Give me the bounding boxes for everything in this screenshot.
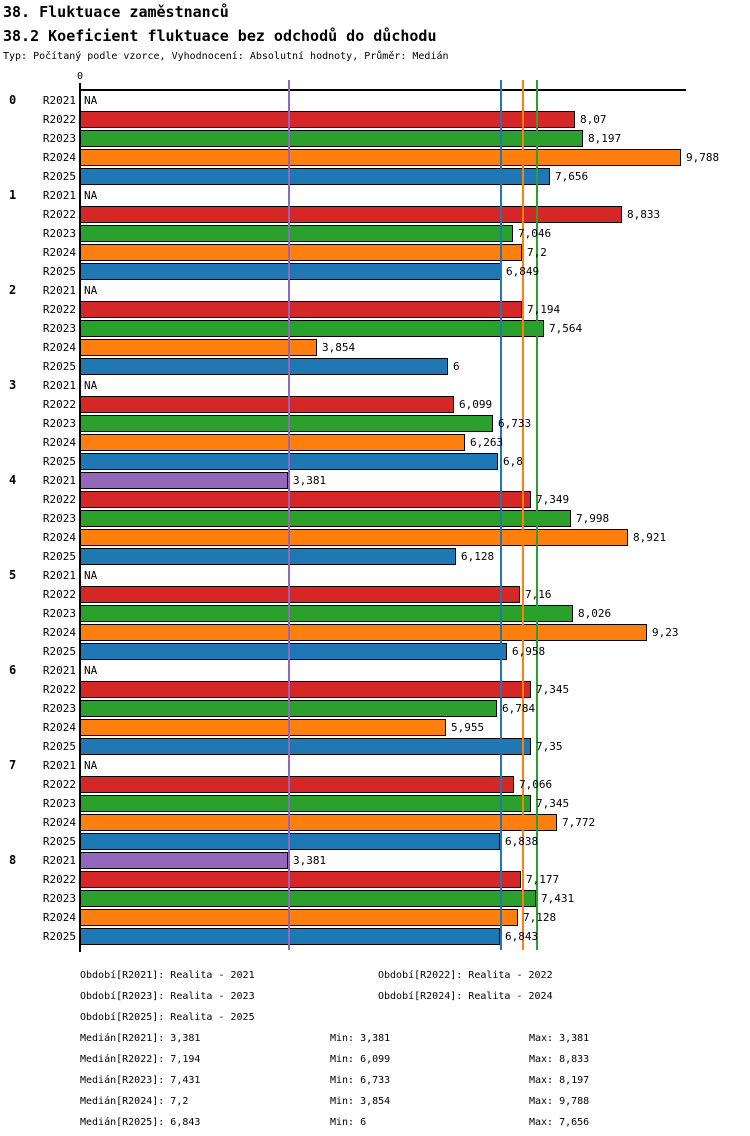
bar-row: [0, 927, 750, 946]
bar-row: [0, 680, 750, 699]
stat-median-label: Medián[R2021]: 3,381: [80, 1033, 201, 1044]
bar-value-label: 7,194: [527, 303, 561, 316]
value-bar: [80, 776, 514, 793]
stat-median-label: Medián[R2024]: 7,2: [80, 1096, 189, 1107]
bar-row: [0, 376, 750, 395]
bar-value-label: 6,838: [505, 835, 539, 848]
year-label: R2021: [42, 379, 76, 392]
na-value-label: NA: [84, 379, 98, 392]
year-label: R2024: [42, 531, 76, 544]
bar-row: [0, 813, 750, 832]
year-label: R2022: [42, 493, 76, 506]
year-label: R2021: [42, 569, 76, 582]
value-bar: [80, 244, 522, 261]
stat-min-label: Min: 3,854: [330, 1096, 391, 1107]
na-value-label: NA: [84, 664, 98, 677]
bar-row: [0, 414, 750, 433]
value-bar: [80, 871, 521, 888]
year-label: R2023: [42, 322, 76, 335]
bar-value-label: 3,854: [322, 341, 356, 354]
bar-value-label: 6,843: [505, 930, 539, 943]
x-axis-origin-label: 0: [76, 71, 84, 82]
year-label: R2022: [42, 113, 76, 126]
bar-value-label: 7,066: [519, 778, 553, 791]
value-bar: [80, 510, 571, 527]
bar-row: [0, 794, 750, 813]
bar-row: [0, 319, 750, 338]
year-label: R2022: [42, 683, 76, 696]
bar-value-label: 8,921: [633, 531, 667, 544]
bar-row: [0, 224, 750, 243]
stat-median-label: Medián[R2025]: 6,843: [80, 1117, 201, 1128]
x-axis-line: [79, 89, 686, 91]
value-bar: [80, 320, 544, 337]
value-bar: [80, 643, 507, 660]
year-label: R2023: [42, 417, 76, 430]
bar-value-label: 7,772: [562, 816, 596, 829]
bar-row: [0, 889, 750, 908]
value-bar: [80, 415, 493, 432]
value-bar: [80, 263, 501, 280]
bar-row: [0, 775, 750, 794]
year-label: R2021: [42, 759, 76, 772]
bar-row: [0, 186, 750, 205]
year-label: R2022: [42, 873, 76, 886]
bar-row: [0, 281, 750, 300]
bar-value-label: 3,381: [293, 854, 327, 867]
bar-value-label: 7,046: [518, 227, 552, 240]
value-bar: [80, 928, 500, 945]
stat-median-label: Medián[R2023]: 7,431: [80, 1075, 201, 1086]
year-label: R2021: [42, 474, 76, 487]
year-label: R2025: [42, 645, 76, 658]
group-label: 4: [9, 473, 17, 487]
bar-value-label: 7,35: [536, 740, 563, 753]
bar-value-label: 7,177: [526, 873, 560, 886]
bar-value-label: 8,026: [578, 607, 612, 620]
bar-row: [0, 851, 750, 870]
bar-value-label: 6,099: [459, 398, 493, 411]
na-value-label: NA: [84, 569, 98, 582]
year-label: R2022: [42, 208, 76, 221]
year-label: R2024: [42, 436, 76, 449]
bar-value-label: 8,07: [580, 113, 607, 126]
bar-row: [0, 300, 750, 319]
bar-value-label: 7,656: [555, 170, 589, 183]
group-label: 5: [9, 568, 17, 582]
bar-value-label: 7,16: [525, 588, 552, 601]
value-bar: [80, 833, 500, 850]
value-bar: [80, 491, 531, 508]
bar-value-label: 6,849: [506, 265, 540, 278]
bar-value-label: 7,345: [536, 797, 570, 810]
group-label: 6: [9, 663, 17, 677]
group-label: 2: [9, 283, 17, 297]
stat-max-label: Max: 8,833: [529, 1054, 590, 1065]
year-label: R2023: [42, 797, 76, 810]
bar-row: [0, 110, 750, 129]
bar-row: [0, 585, 750, 604]
year-label: R2024: [42, 246, 76, 259]
bar-row: [0, 148, 750, 167]
bar-row: [0, 718, 750, 737]
legend-period-label: Období[R2024]: Realita - 2024: [378, 991, 553, 1002]
na-value-label: NA: [84, 94, 98, 107]
bar-row: [0, 129, 750, 148]
median-line-r2023: [536, 80, 538, 950]
bar-row: [0, 509, 750, 528]
bar-row: [0, 395, 750, 414]
report-subtitle: 38.2 Koeficient fluktuace bez odchodů do důchodu: [3, 27, 437, 45]
value-bar: [80, 472, 288, 489]
value-bar: [80, 738, 531, 755]
legend-period-label: Období[R2022]: Realita - 2022: [378, 970, 553, 981]
bar-value-label: 7,431: [541, 892, 575, 905]
year-label: R2024: [42, 911, 76, 924]
legend-period-label: Období[R2023]: Realita - 2023: [80, 991, 255, 1002]
value-bar: [80, 814, 557, 831]
bar-value-label: 5,955: [451, 721, 485, 734]
stat-max-label: Max: 7,656: [529, 1117, 590, 1128]
bar-row: [0, 832, 750, 851]
bar-row: [0, 756, 750, 775]
year-label: R2025: [42, 360, 76, 373]
bar-value-label: 6,784: [502, 702, 536, 715]
year-label: R2022: [42, 303, 76, 316]
value-bar: [80, 586, 520, 603]
bar-row: [0, 870, 750, 889]
bar-row: [0, 433, 750, 452]
bar-row: [0, 490, 750, 509]
bar-value-label: 8,833: [627, 208, 661, 221]
group-label: 8: [9, 853, 17, 867]
bar-row: [0, 243, 750, 262]
bar-row: [0, 262, 750, 281]
year-label: R2025: [42, 740, 76, 753]
stat-min-label: Min: 6,099: [330, 1054, 391, 1065]
bar-row: [0, 699, 750, 718]
median-line-r2025: [500, 80, 502, 950]
stat-max-label: Max: 3,381: [529, 1033, 590, 1044]
value-bar: [80, 225, 513, 242]
stat-min-label: Min: 3,381: [330, 1033, 391, 1044]
group-label: 7: [9, 758, 17, 772]
year-label: R2022: [42, 588, 76, 601]
year-label: R2025: [42, 550, 76, 563]
value-bar: [80, 681, 531, 698]
stat-max-label: Max: 9,788: [529, 1096, 590, 1107]
bar-row: [0, 452, 750, 471]
year-label: R2021: [42, 854, 76, 867]
legend-period-label: Období[R2025]: Realita - 2025: [80, 1012, 255, 1023]
legend-period-label: Období[R2021]: Realita - 2021: [80, 970, 255, 981]
bar-row: [0, 357, 750, 376]
bar-value-label: 7,998: [576, 512, 610, 525]
stat-min-label: Min: 6: [330, 1117, 367, 1128]
value-bar: [80, 719, 446, 736]
bar-value-label: 9,788: [686, 151, 720, 164]
bar-value-label: 6,733: [498, 417, 532, 430]
na-value-label: NA: [84, 284, 98, 297]
bar-value-label: 6: [453, 360, 460, 373]
stat-max-label: Max: 8,197: [529, 1075, 590, 1086]
year-label: R2022: [42, 398, 76, 411]
year-label: R2025: [42, 265, 76, 278]
bar-value-label: 6,263: [470, 436, 504, 449]
bar-row: [0, 471, 750, 490]
bar-value-label: 7,345: [536, 683, 570, 696]
bar-row: [0, 737, 750, 756]
report-meta-line: Typ: Počítaný podle vzorce, Vyhodnocení: Absolutní hodnoty, Průměr: Medián: [3, 51, 449, 62]
year-label: R2021: [42, 284, 76, 297]
bar-row: [0, 566, 750, 585]
year-label: R2023: [42, 607, 76, 620]
year-label: R2023: [42, 702, 76, 715]
bar-value-label: 7,2: [527, 246, 547, 259]
group-label: 1: [9, 188, 17, 202]
year-label: R2023: [42, 227, 76, 240]
year-label: R2025: [42, 930, 76, 943]
value-bar: [80, 795, 531, 812]
value-bar: [80, 168, 550, 185]
year-label: R2024: [42, 816, 76, 829]
year-label: R2021: [42, 189, 76, 202]
bar-row: [0, 547, 750, 566]
bar-row: [0, 908, 750, 927]
value-bar: [80, 130, 583, 147]
value-bar: [80, 396, 454, 413]
bar-row: [0, 338, 750, 357]
bar-value-label: 3,381: [293, 474, 327, 487]
year-label: R2021: [42, 664, 76, 677]
stat-min-label: Min: 6,733: [330, 1075, 391, 1086]
value-bar: [80, 852, 288, 869]
year-label: R2025: [42, 835, 76, 848]
bar-value-label: 6,8: [503, 455, 523, 468]
year-label: R2022: [42, 778, 76, 791]
bar-row: [0, 205, 750, 224]
value-bar: [80, 624, 647, 641]
median-line-r2021: [288, 80, 290, 950]
year-label: R2023: [42, 512, 76, 525]
bar-value-label: 7,128: [523, 911, 557, 924]
year-label: R2023: [42, 132, 76, 145]
bar-value-label: 7,564: [549, 322, 583, 335]
bar-row: [0, 661, 750, 680]
value-bar: [80, 206, 622, 223]
bar-value-label: 8,197: [588, 132, 622, 145]
value-bar: [80, 529, 628, 546]
year-label: R2025: [42, 170, 76, 183]
value-bar: [80, 434, 465, 451]
value-bar: [80, 339, 317, 356]
value-bar: [80, 548, 456, 565]
bar-row: [0, 167, 750, 186]
year-label: R2024: [42, 151, 76, 164]
value-bar: [80, 890, 536, 907]
bar-value-label: 9,23: [652, 626, 679, 639]
value-bar: [80, 358, 448, 375]
year-label: R2024: [42, 626, 76, 639]
na-value-label: NA: [84, 759, 98, 772]
bar-value-label: 6,128: [461, 550, 495, 563]
year-label: R2023: [42, 892, 76, 905]
median-line-r2024: [522, 80, 524, 950]
bar-row: [0, 528, 750, 547]
bar-row: [0, 604, 750, 623]
year-label: R2021: [42, 94, 76, 107]
bar-value-label: 6,958: [512, 645, 546, 658]
value-bar: [80, 149, 681, 166]
year-label: R2024: [42, 341, 76, 354]
value-bar: [80, 909, 518, 926]
na-value-label: NA: [84, 189, 98, 202]
year-label: R2024: [42, 721, 76, 734]
bar-row: [0, 91, 750, 110]
bar-row: [0, 623, 750, 642]
bar-value-label: 7,349: [536, 493, 570, 506]
group-label: 3: [9, 378, 17, 392]
report-title: 38. Fluktuace zaměstnanců: [3, 3, 229, 21]
value-bar: [80, 301, 522, 318]
group-label: 0: [9, 93, 17, 107]
stat-median-label: Medián[R2022]: 7,194: [80, 1054, 201, 1065]
year-label: R2025: [42, 455, 76, 468]
bar-row: [0, 642, 750, 661]
